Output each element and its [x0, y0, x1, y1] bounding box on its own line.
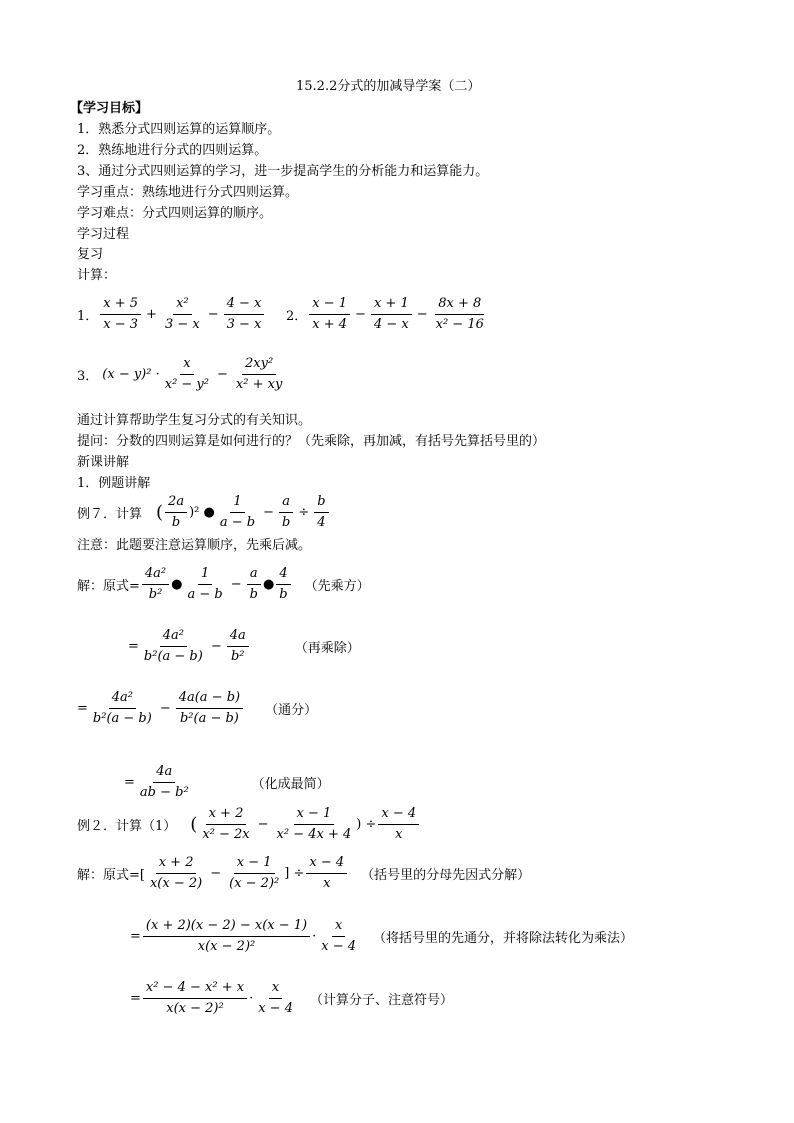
key-point: 学习重点：熟练地进行分式四则运算。 — [77, 185, 299, 200]
solution-step-2: = $\frac{\text{4a²}}{\text{b²(a − b)}}$ − $\frac{4a}{\text{b²}}$ （再乘除） — [128, 628, 360, 664]
compute-label: 计算： — [77, 268, 117, 283]
fraction: $\frac{\text{4a²}}{\text{b²(a − b)}}$ — [143, 628, 203, 664]
step-note: （化成最简） — [251, 777, 330, 792]
fraction: $\frac{4 - x}{3 - x}$ — [224, 296, 265, 333]
exercise-number: 2． — [286, 309, 308, 324]
review-note: 通过计算帮助学生复习分式的有关知识。 — [77, 413, 312, 428]
fraction: $\frac{4}{b}$ — [276, 566, 290, 603]
fraction: $\frac{a}{b}$ — [279, 494, 293, 531]
fraction: $\frac{a}{b}$ — [247, 566, 261, 603]
solution-step-6: = $\frac{(x + 2)(x - 2) - x(x - 1)}{\text{x(x − 2)²}}$ · $\frac{x}{x - 4}$ （将括号里的先通分，并将除法转化为乘法） — [130, 918, 634, 954]
fraction: $\frac{x}{\text{x² − y²}}$ — [164, 356, 209, 392]
new-lesson-heading: 新课讲解 — [77, 455, 130, 470]
solution-step-5: 解：原式=[ $\frac{x + 2}{x(x - 2)}$ − $\frac{x - 1}{\text{(x − 2)²}}$ ] ÷ $\frac{x - 4}{x}$ （括号里的分母先因式分解） — [77, 855, 531, 891]
step-note: （通分） — [265, 703, 318, 718]
example-heading: 1．例题讲解 — [77, 476, 151, 491]
step-note: （计算分子、注意符号） — [309, 993, 453, 1008]
fraction: $\frac{\text{x²}}{3 - x}$ — [164, 296, 200, 332]
objective-3: 3、通过分式四则运算的学习，进一步提高学生的分析能力和运算能力。 — [77, 164, 489, 179]
fraction: $\frac{2a}{b}$ — [165, 494, 187, 531]
attention-note: 注意：此题要注意运算顺序，先乘后减。 — [77, 538, 312, 553]
fraction: $\frac{1}{a - b}$ — [219, 494, 256, 530]
fraction: $\frac{x + 1}{4 - x}$ — [371, 296, 412, 333]
exercise-1: 1． $\frac{x + 5}{x - 3}$ + $\frac{\text{x²}}{3 - x}$ − $\frac{4 - x}{3 - x}$ — [77, 296, 266, 333]
step-note: （括号里的分母先因式分解） — [361, 868, 531, 883]
question: 提问：分数的四则运算是如何进行的？（先乘除，再加减，有括号先算括号里的） — [77, 434, 546, 449]
solution-step-1: 解：原式= $\frac{\text{4a²}}{\text{b²}}$ ● $\frac{1}{a - b}$ − $\frac{a}{b}$ ● $\frac{4}{b}$ （先乘方） — [77, 566, 370, 602]
objective-2: 2．熟练地进行分式的四则运算。 — [77, 143, 268, 158]
step-note: （先乘方） — [304, 579, 370, 594]
fraction: $\frac{x - 1}{x + 4}$ — [309, 296, 350, 333]
fraction: $\frac{(x + 2)(x - 2) - x(x - 1)}{\text{x(x − 2)²}}$ — [143, 918, 310, 955]
exercise-number: 3． — [77, 369, 99, 384]
fraction: $\frac{b}{4}$ — [314, 494, 328, 531]
step-note: （将括号里的先通分，并将除法转化为乘法） — [373, 931, 634, 946]
solution-step-3: = $\frac{\text{4a²}}{\text{b²(a − b)}}$ − $\frac{4a(a - b)}{\text{b²(a − b)}}$ （通分） — [77, 690, 318, 726]
fraction: $\frac{x - 4}{x}$ — [378, 806, 419, 843]
exercise-3: 3． (x − y)² · $\frac{x}{\text{x² − y²}}$ − $\frac{\text{2xy²}}{\text{x² + xy}}$ — [77, 356, 287, 393]
fraction: $\frac{\text{x² − 4 − x² + x}}{\text{x(x − 2)²}}$ — [143, 980, 247, 1017]
fraction: $\frac{x}{x - 4}$ — [321, 918, 357, 954]
fraction: $\frac{x + 2}{x(x - 2)}$ — [149, 855, 203, 891]
step-note: （再乘除） — [294, 641, 360, 656]
review-heading: 复习 — [77, 247, 104, 262]
fraction: $\frac{4a(a - b)}{\text{b²(a − b)}}$ — [176, 690, 243, 727]
fraction: $\frac{x + 5}{x - 3}$ — [100, 296, 141, 333]
solution-step-7: = $\frac{\text{x² − 4 − x² + x}}{\text{x(x − 2)²}}$ · $\frac{x}{x - 4}$ （计算分子、注意符号） — [130, 980, 453, 1016]
process-heading: 学习过程 — [77, 227, 130, 242]
exercise-2: 2． $\frac{x - 1}{x + 4}$ − $\frac{x + 1}{4 - x}$ − $\frac{8x + 8}{\text{x² − 16}}$ — [286, 296, 489, 333]
fraction: $\frac{x - 1}{\text{(x − 2)²}}$ — [229, 855, 280, 891]
fraction: $\frac{x + 2}{\text{x² − 2x}}$ — [202, 806, 250, 842]
fraction: $\frac{\text{4a²}}{\text{b²(a − b)}}$ — [92, 690, 152, 726]
example-label: 例２．计算（1） — [77, 819, 177, 834]
objective-1: 1．熟悉分式四则运算的运算顺序。 — [77, 122, 281, 137]
fraction: $\frac{x - 4}{x}$ — [306, 855, 347, 892]
fraction: $\frac{4a}{\text{ab − b²}}$ — [139, 764, 189, 800]
fraction: $\frac{x - 1}{\text{x² − 4x + 4}}$ — [276, 806, 352, 842]
exercise-number: 1． — [77, 309, 99, 324]
objectives-heading: 【学习目标】 — [70, 101, 149, 116]
example-label: 例７．计算 — [77, 507, 143, 522]
fraction: $\frac{\text{4a²}}{\text{b²}}$ — [142, 566, 169, 603]
solution-step-4: = $\frac{4a}{\text{ab − b²}}$ （化成最简） — [124, 764, 330, 800]
page-title: 15.2.2分式的加减导学案（二） — [296, 79, 481, 94]
fraction: $\frac{1}{a - b}$ — [187, 566, 223, 602]
fraction: $\frac{8x + 8}{\text{x² − 16}}$ — [435, 296, 484, 332]
example-7: 例７．计算 ( $\frac{2a}{b}$ )² ● $\frac{1}{a - b}$ − $\frac{a}{b}$ ÷ $\frac{b}{4}$ — [77, 494, 331, 531]
fraction: $\frac{4a}{\text{b²}}$ — [227, 628, 249, 665]
difficulty: 学习难点：分式四则运算的顺序。 — [77, 206, 273, 221]
example-2: 例２．计算（1） ( $\frac{x + 2}{\text{x² − 2x}}$ − $\frac{x - 1}{\text{x² − 4x + 4}}$ ) ÷ $\frac{x - 4}{x}$ — [77, 806, 421, 843]
fraction: $\frac{x}{x - 4}$ — [258, 980, 293, 1016]
fraction: $\frac{\text{2xy²}}{\text{x² + xy}}$ — [235, 356, 283, 392]
